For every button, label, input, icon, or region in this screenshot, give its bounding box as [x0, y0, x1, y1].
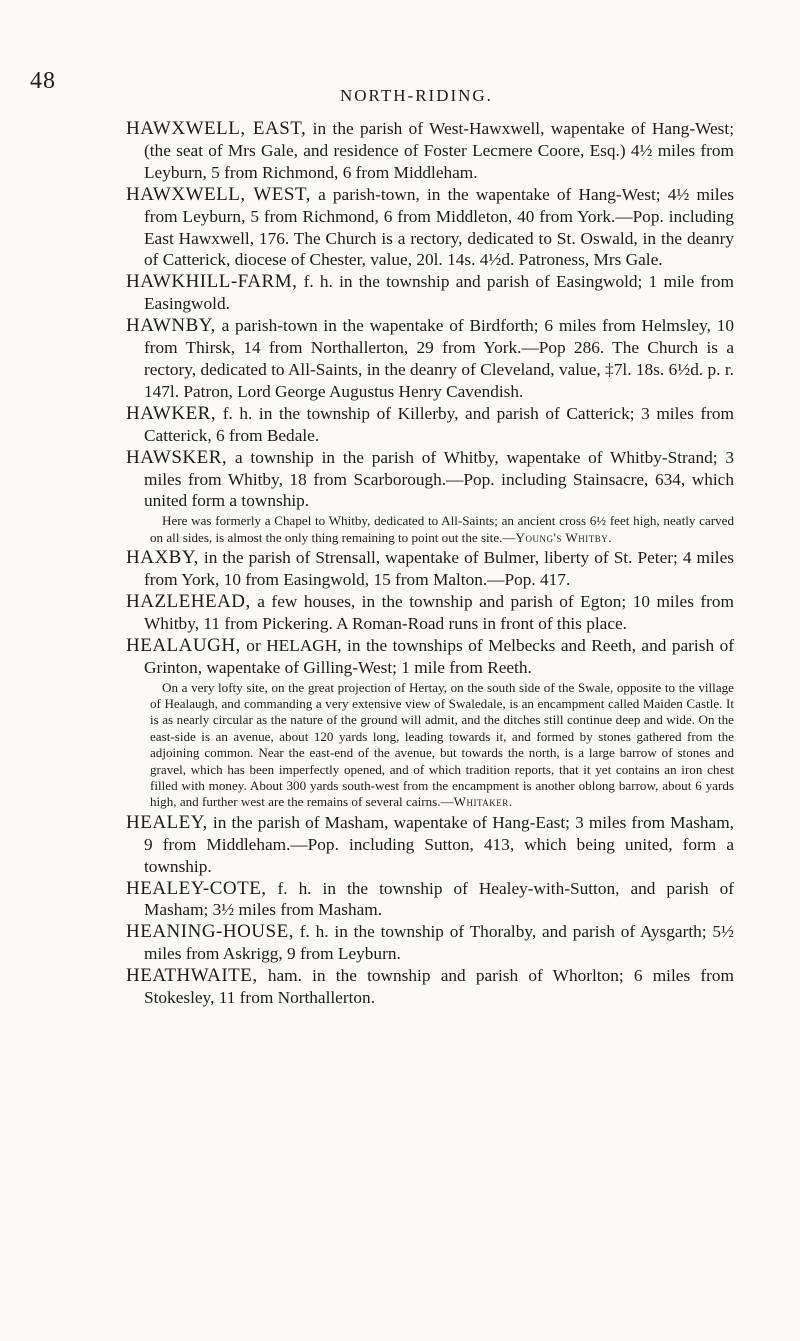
entry-text: in the parish of Strensall, wapentake of Bulmer, liberty of St. Peter; 4 miles from York, 10 from Easingwold, 15 from Malton.—Pop. 417.: [144, 548, 734, 590]
entry-headword: HAWKER,: [126, 402, 217, 424]
gazetteer-entry: [126, 271, 734, 315]
gazetteer-entry: [126, 118, 734, 184]
entry-text: f. h. in the township and parish of Easingwold; 1 mile from Easingwold.: [144, 272, 734, 314]
note-text: Here was formerly a Chapel to Whitby, dedicated to All-Saints; an ancient cross 6½ feet high, neatly carved on all sides, is almost the only thing remaining to point out the site.—: [150, 513, 734, 545]
entry-headword: HEALEY-COTE,: [126, 877, 267, 899]
gazetteer-body: [126, 118, 734, 1009]
entry-headword: HAWNBY,: [126, 315, 216, 337]
entry-text: a few houses, in the township and parish of Egton; 10 miles from Whitby, 11 from Pickering. A Roman-Road runs in front of this place.: [144, 591, 734, 633]
entry-text: f. h. in the township of Killerby, and parish of Catterick; 3 miles from Catterick, 6 from Bedale.: [144, 403, 734, 445]
gazetteer-entry: [126, 921, 734, 965]
note-source: Whitaker.: [453, 794, 513, 810]
entry-headword: HAZLEHEAD,: [126, 590, 251, 612]
entry-headword: HAWSKER,: [126, 446, 228, 468]
entry-headword: HEANING-HOUSE,: [126, 921, 294, 943]
entry-text: f. h. in the township of Healey-with-Sutton, and parish of Masham; 3½ miles from Masham.: [144, 878, 734, 920]
entry-note: [150, 513, 734, 546]
gazetteer-entry: [126, 184, 734, 272]
gazetteer-entry: [126, 315, 734, 403]
entry-text: in the parish of Masham, wapentake of Hang-East; 3 miles from Masham, 9 from Middleham.—Pop. including Sutton, 413, which being united, form a township.: [144, 812, 734, 876]
entry-headword: HAWKHILL-FARM,: [126, 271, 298, 293]
gazetteer-entry: [126, 965, 734, 1009]
gazetteer-entry: [126, 635, 734, 679]
gazetteer-entry: [126, 547, 734, 591]
gazetteer-entry: [126, 878, 734, 922]
entry-headword: HAWXWELL, WEST,: [126, 183, 311, 205]
entry-headword: HEATHWAITE,: [126, 965, 258, 987]
note-text: On a very lofty site, on the great projection of Hertay, on the south side of the Swale, opposite to the village of Healaugh, and commanding a very extensive view of Swaledale, is an encampment called Maiden Castle. It is as nearly circular as the nature of the ground will admit, and the ditches still continue deep and wide. On the east-side is an avenue, about 120 yards long, leading towards it, and formed by stones gathered from the adjoining common. Near the east-end of the avenue, but towards the north, is a large barrow of stones and gravel, which has been imperfectly opened, and of which tradition reports, that it yet contains an iron chest filled with money. About 300 yards south-west from the encampment is another oblong barrow, about 6 yards high, and further west are the remains of several cairns.—: [150, 679, 734, 810]
page-number: 48: [30, 68, 56, 94]
entry-text: f. h. in the township of Thoralby, and parish of Aysgarth; 5½ miles from Askrigg, 9 from Leyburn.: [144, 922, 734, 964]
gazetteer-entry: [126, 447, 734, 513]
entry-text: a parish-town, in the wapentake of Hang-West; 4½ miles from Leyburn, 5 from Richmond, 6 from Middleton, 40 from York.—Pop. including East Hawxwell, 176. The Church is a rectory, dedicated to St. Oswald, in the deanry of Catterick, diocese of Chester, value, 20l. 14s. 4½d. Patroness, Mrs Gale.: [144, 184, 734, 270]
entry-text: a township in the parish of Whitby, wapentake of Whitby-Strand; 3 miles from Whitby, 18 from Scarborough.—Pop. including Stainsacre, 634, which united form a township.: [144, 447, 734, 511]
note-source: Young's Whitby.: [515, 529, 612, 545]
entry-headword: HAXBY,: [126, 547, 199, 569]
entry-text: in the parish of West-Hawxwell, wapentake of Hang-West; (the seat of Mrs Gale, and residence of Foster Lecmere Coore, Esq.) 4½ miles from Leyburn, 5 from Richmond, 6 from Middleham.: [144, 119, 735, 182]
entry-note: [150, 680, 734, 811]
entry-text: a parish-town in the wapentake of Birdforth; 6 miles from Helmsley, 10 from Thirsk, 14 from Northallerton, 29 from York.—Pop 286. The Church is a rectory, dedicated to All-Saints, in the deanry of Cleveland, value, ‡7l. 18s. 6½d. p. r. 147l. Patron, Lord George Augustus Henry Cavendish.: [144, 316, 734, 401]
entry-text: or HELAGH, in the townships of Melbecks and Reeth, and parish of Grinton, wapentake of Gilling-West; 1 mile from Reeth.: [144, 635, 734, 677]
entry-headword: HEALAUGH,: [126, 634, 241, 656]
gazetteer-entry: [126, 812, 734, 878]
gazetteer-entry: [126, 591, 734, 635]
running-head: NORTH-RIDING.: [340, 86, 493, 105]
entry-headword: HEALEY,: [126, 811, 208, 833]
gazetteer-entry: [126, 403, 734, 447]
entry-text: ham. in the township and parish of Whorlton; 6 miles from Stokesley, 11 from Northallerton.: [144, 966, 734, 1008]
entry-headword: HAWXWELL, EAST,: [126, 118, 307, 139]
